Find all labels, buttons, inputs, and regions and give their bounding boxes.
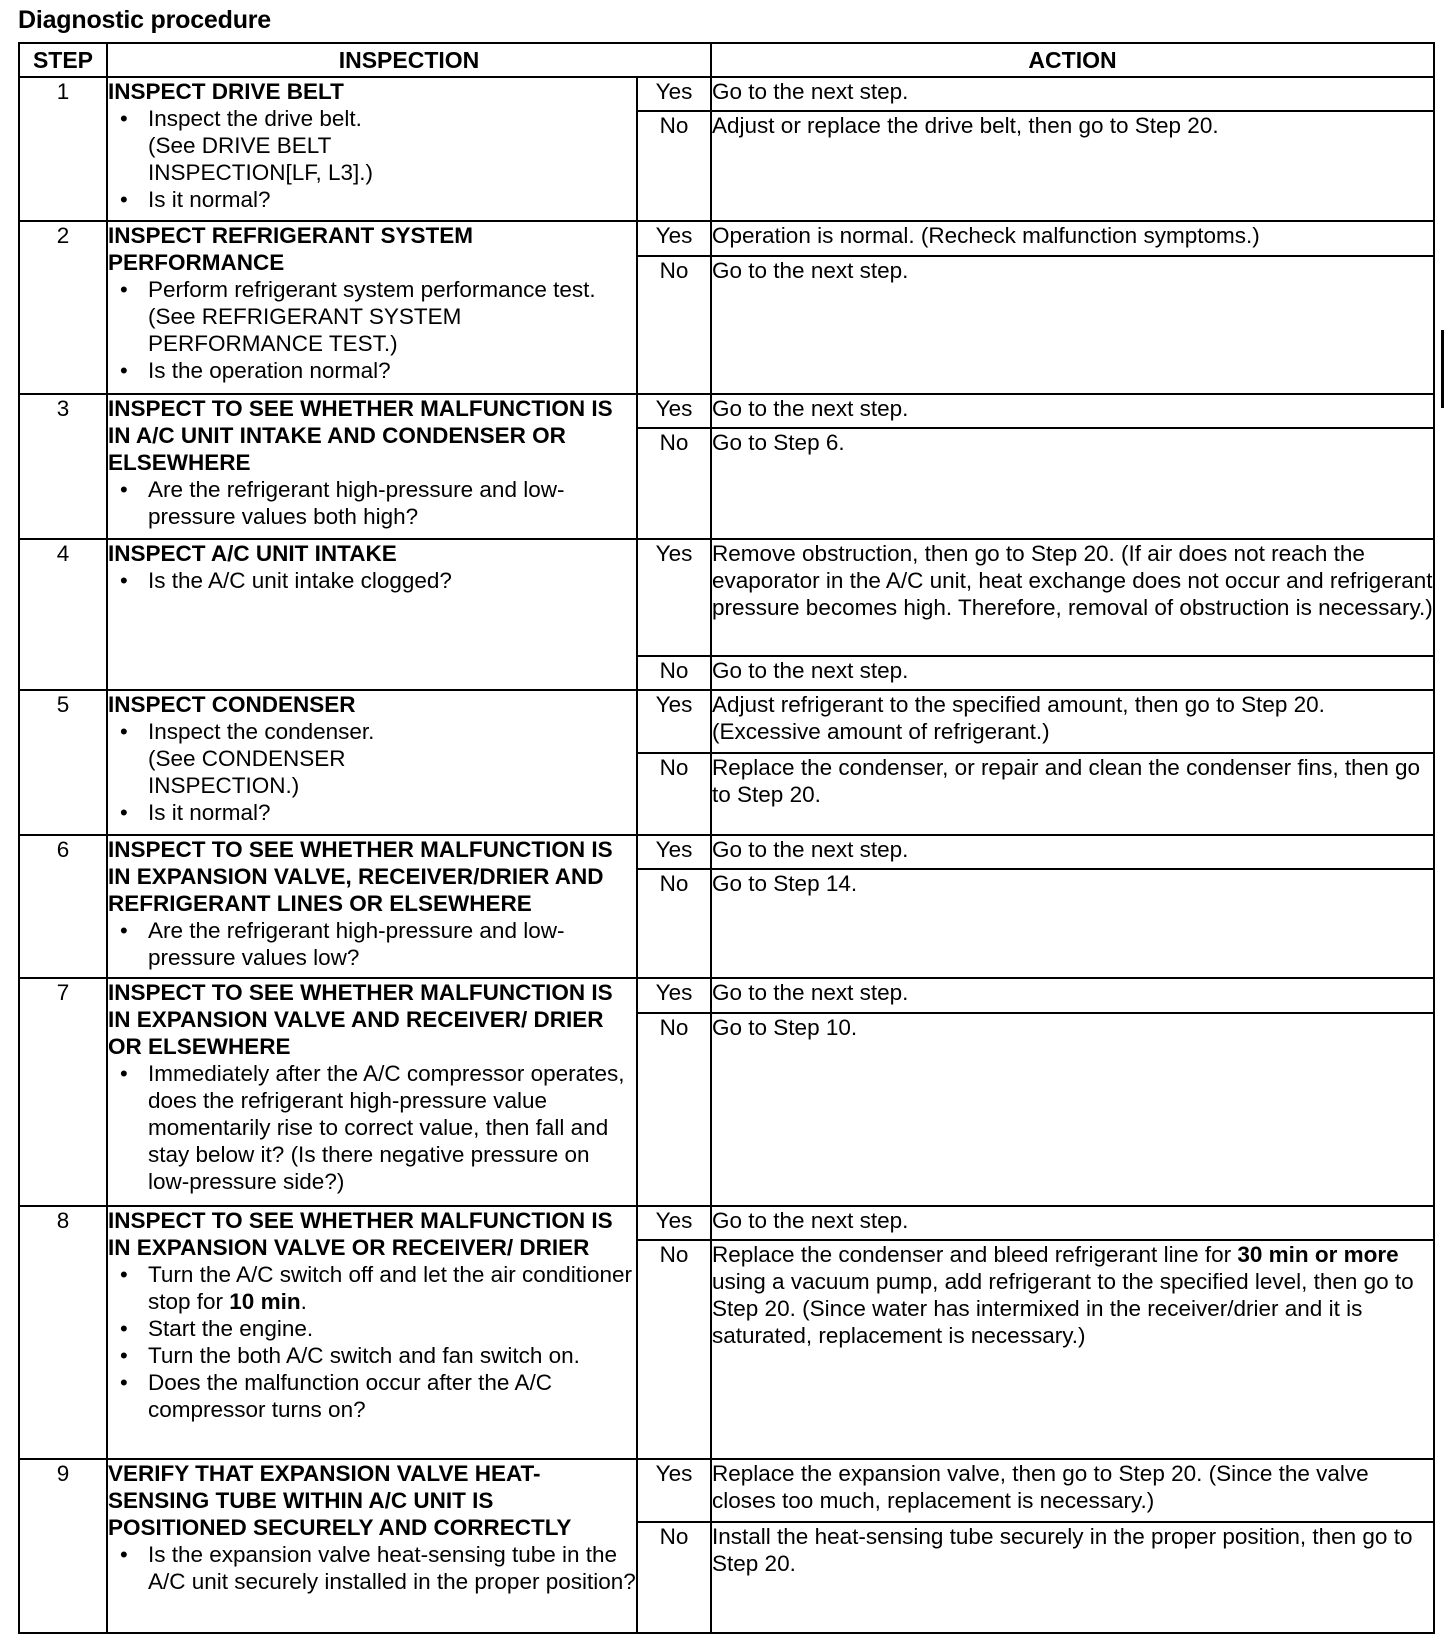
no-label: No: [637, 1013, 711, 1206]
table-row: [19, 221, 1434, 255]
no-action: Replace the condenser and bleed refrigerant line for 30 min or more using a vacuum pump, add refrigerant to the specified level, then go to Step 20. (Since water has intermixed in the receiver/drier and it is saturated, replacement is necessary.): [711, 1240, 1434, 1459]
step-number: 3: [19, 394, 107, 539]
bullet-item: • Inspect the drive belt. (See DRIVE BELT INSPECTION[LF, L3].): [148, 105, 636, 186]
no-action: Adjust or replace the drive belt, then go to Step 20.: [711, 111, 1434, 221]
step-number: 7: [19, 978, 107, 1206]
yes-action: Operation is normal. (Recheck malfunction symptoms.): [711, 221, 1434, 255]
yes-label: Yes: [637, 221, 711, 255]
step-number: 8: [19, 1206, 107, 1460]
page-title: Diagnostic procedure: [18, 6, 271, 34]
step-number: 6: [19, 835, 107, 978]
no-label: No: [637, 1240, 711, 1459]
inspection-cell: [107, 221, 637, 393]
bullet-item: • Perform refrigerant system performance test. (See REFRIGERANT SYSTEM PERFORMANCE TEST.): [148, 276, 636, 357]
inspection-bullets: [108, 1261, 636, 1423]
bullet-item: • Are the refrigerant high-pressure and low-pressure values low?: [148, 917, 636, 971]
inspection-cell: [107, 1206, 637, 1460]
no-action: Go to Step 6.: [711, 428, 1434, 539]
margin-change-bar: [1441, 330, 1444, 408]
action-column-header: ACTION: [711, 43, 1434, 77]
yes-label: Yes: [637, 690, 711, 753]
yes-action: Go to the next step.: [711, 835, 1434, 869]
table-row: [19, 394, 1434, 428]
no-label: No: [637, 111, 711, 221]
yes-action: Adjust refrigerant to the specified amount, then go to Step 20. (Excessive amount of refrigerant.): [711, 690, 1434, 753]
inspection-title: INSPECT A/C UNIT INTAKE: [108, 540, 397, 566]
inspection-bullets: [108, 1541, 636, 1595]
diagnostic-procedure-table: [18, 42, 1435, 1634]
step-number: 4: [19, 539, 107, 691]
inspection-cell: [107, 394, 637, 539]
inspection-title: INSPECT TO SEE WHETHER MALFUNCTION IS IN A/C UNIT INTAKE AND CONDENSER OR ELSEWHERE: [108, 395, 613, 475]
no-label: No: [637, 656, 711, 690]
table-row: [19, 539, 1434, 656]
table-row: [19, 1206, 1434, 1240]
header-row: [19, 43, 1434, 77]
yes-action: Replace the expansion valve, then go to Step 20. (Since the valve closes too much, replacement is necessary.): [711, 1459, 1434, 1522]
yes-action: Go to the next step.: [711, 77, 1434, 111]
inspection-title: INSPECT DRIVE BELT: [108, 79, 344, 104]
bullet-item: • Is the operation normal?: [148, 357, 636, 384]
no-action: Go to Step 14.: [711, 869, 1434, 978]
table-row: [19, 77, 1434, 111]
no-label: No: [637, 753, 711, 835]
inspection-bullets: [108, 718, 636, 826]
inspection-title: INSPECT CONDENSER: [108, 692, 356, 718]
inspection-title: INSPECT TO SEE WHETHER MALFUNCTION IS IN EXPANSION VALVE OR RECEIVER/ DRIER: [108, 1207, 613, 1260]
inspection-bullets: [108, 917, 636, 971]
no-action: Replace the condenser, or repair and clean the condenser fins, then go to Step 20.: [711, 753, 1434, 835]
yes-label: Yes: [637, 77, 711, 111]
inspection-cell: [107, 690, 637, 834]
yes-action: Go to the next step.: [711, 978, 1434, 1013]
bullet-item: • Is the A/C unit intake clogged?: [148, 567, 636, 594]
yes-label: Yes: [637, 1206, 711, 1240]
bullet-item: • Is the expansion valve heat-sensing tube in the A/C unit securely installed in the proper position?: [148, 1541, 636, 1595]
inspection-cell: [107, 835, 637, 978]
inspection-column-header: INSPECTION: [107, 43, 711, 77]
inspection-cell: [107, 978, 637, 1206]
no-label: No: [637, 428, 711, 539]
inspection-title: INSPECT REFRIGERANT SYSTEM PERFORMANCE: [108, 223, 474, 276]
yes-action: Go to the next step.: [711, 394, 1434, 428]
inspection-cell: [107, 1459, 637, 1633]
bullet-item: • Turn the both A/C switch and fan switch on.: [148, 1342, 636, 1369]
yes-label: Yes: [637, 835, 711, 869]
step-number: 2: [19, 221, 107, 393]
yes-action: Go to the next step.: [711, 1206, 1434, 1240]
yes-label: Yes: [637, 394, 711, 428]
table-row: [19, 835, 1434, 869]
inspection-bullets: [108, 567, 636, 594]
table-row: [19, 1459, 1434, 1522]
inspection-cell: [107, 539, 637, 691]
step-number: 9: [19, 1459, 107, 1633]
inspection-title: VERIFY THAT EXPANSION VALVE HEAT-SENSING TUBE WITHIN A/C UNIT IS POSITIONED SECURELY AND CORRECTLY: [108, 1461, 572, 1541]
bullet-item: • Is it normal?: [148, 799, 636, 826]
table-row: [19, 690, 1434, 753]
table-row: [19, 978, 1434, 1013]
inspection-cell: [107, 77, 637, 221]
yes-label: Yes: [637, 539, 711, 656]
no-label: No: [637, 256, 711, 394]
step-column-header: STEP: [19, 43, 107, 77]
no-label: No: [637, 869, 711, 978]
bullet-item: • Start the engine.: [148, 1315, 636, 1342]
yes-label: Yes: [637, 978, 711, 1013]
inspection-bullets: [108, 276, 636, 384]
bullet-item: • Are the refrigerant high-pressure and low-pressure values both high?: [148, 476, 636, 530]
no-label: No: [637, 1522, 711, 1633]
step-number: 1: [19, 77, 107, 221]
yes-label: Yes: [637, 1459, 711, 1522]
no-action: Go to the next step.: [711, 656, 1434, 690]
yes-action: Remove obstruction, then go to Step 20. (If air does not reach the evaporator in the A/C unit, heat exchange does not occur and refrigerant pressure becomes high. Therefore, removal of obstruction is necessary.): [711, 539, 1434, 656]
no-action: Install the heat-sensing tube securely in the proper position, then go to Step 20.: [711, 1522, 1434, 1633]
step-number: 5: [19, 690, 107, 834]
inspection-title: INSPECT TO SEE WHETHER MALFUNCTION IS IN EXPANSION VALVE, RECEIVER/DRIER AND REFRIGERANT LINES OR ELSEWHERE: [108, 836, 613, 916]
no-action: Go to Step 10.: [711, 1013, 1434, 1206]
no-action: Go to the next step.: [711, 256, 1434, 394]
inspection-bullets: [108, 1060, 636, 1195]
bullet-item: • Inspect the condenser. (See CONDENSER INSPECTION.): [148, 718, 636, 799]
bullet-item: • Immediately after the A/C compressor operates, does the refrigerant high-pressure value momentarily rise to correct value, then fall and stay below it? (Is there negative pressure on low-pressure side?): [148, 1060, 636, 1195]
inspection-title: INSPECT TO SEE WHETHER MALFUNCTION IS IN EXPANSION VALVE AND RECEIVER/ DRIER OR ELSEWHERE: [108, 979, 613, 1059]
bullet-item: • Turn the A/C switch off and let the air conditioner stop for 10 min.: [148, 1261, 636, 1315]
bullet-item: • Does the malfunction occur after the A/C compressor turns on?: [148, 1369, 636, 1423]
inspection-bullets: [108, 105, 636, 213]
inspection-bullets: [108, 476, 636, 530]
bullet-item: • Is it normal?: [148, 186, 636, 213]
